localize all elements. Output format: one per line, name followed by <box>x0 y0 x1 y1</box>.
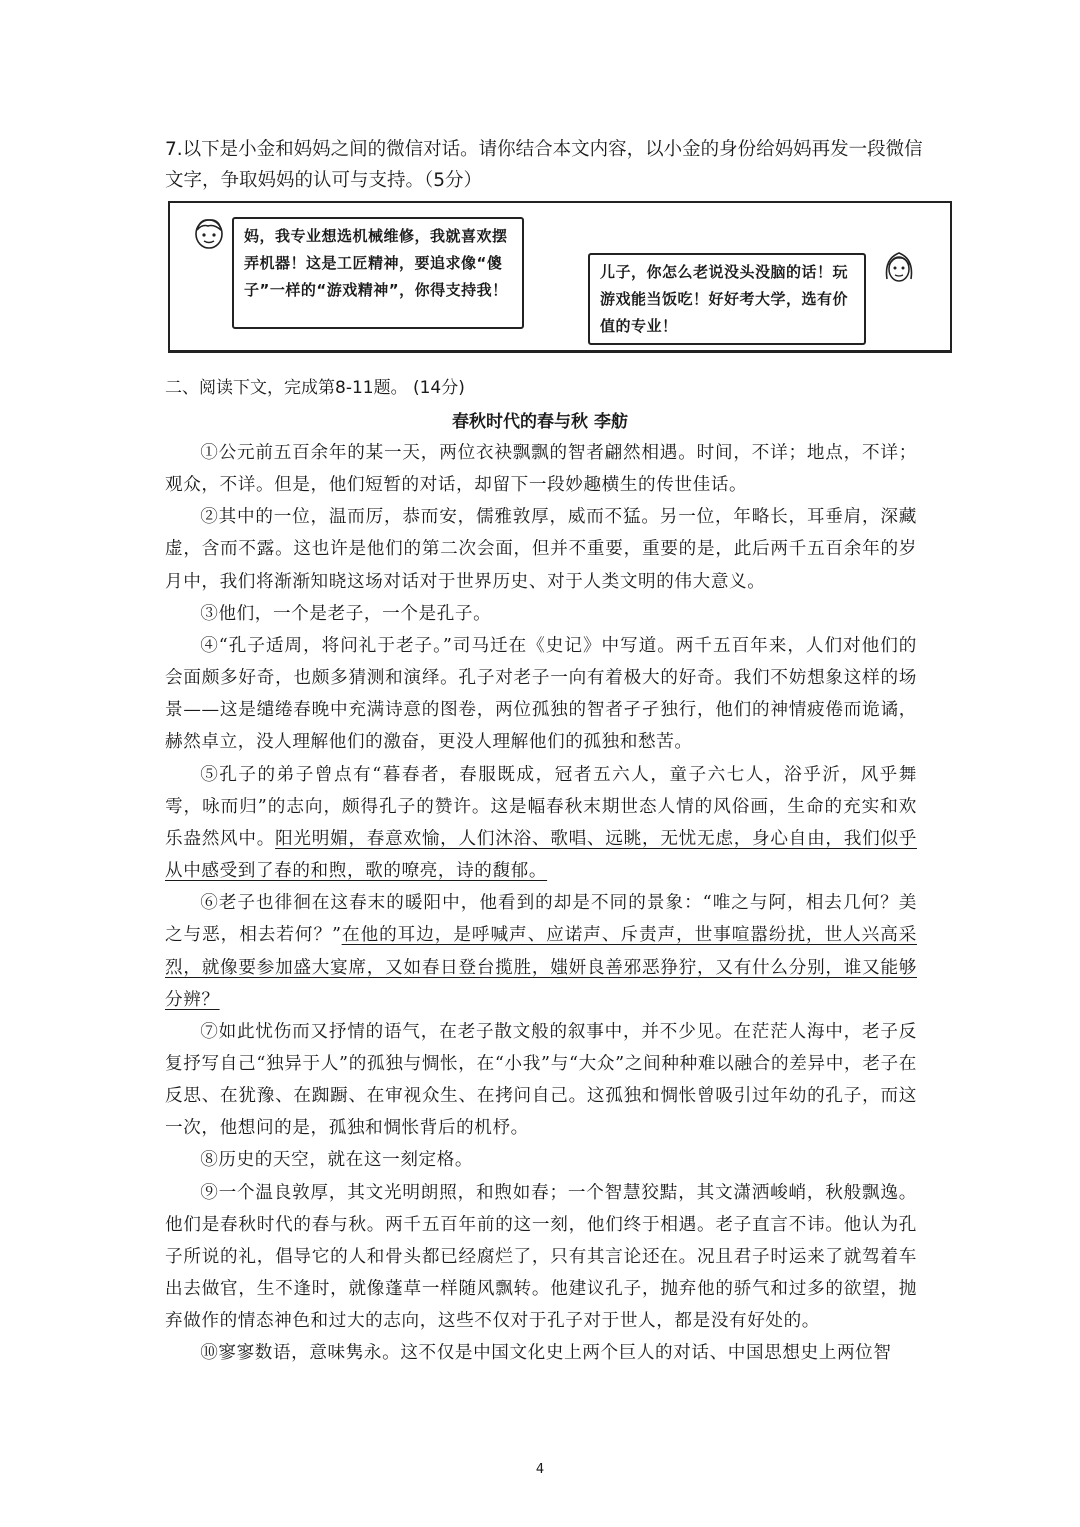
paragraph-8: ⑧历史的天空，就在这一刻定格。 <box>200 1150 474 1171</box>
paragraph-6 <box>165 887 917 1016</box>
paragraph-10: ⑩寥寥数语，意味隽永。这不仅是中国文化史上两个巨人的对话、中国思想史上两位智 <box>200 1343 892 1364</box>
son-message-bubble: 妈，我专业想选机械维修，我就喜欢摆弄机器！这是工匠精神，要追求像“傻子”一样的“游戏精神”，你得支持我！ <box>232 217 524 329</box>
page-number: 4 <box>535 1462 545 1477</box>
paragraph-2: ②其中的一位，温而厉，恭而安，儒雅敦厚，威而不猛。另一位，年略长，耳垂肩，深藏虚，含而不露。这也许是他们的第二次会面，但并不重要，重要的是，此后两千五百余年的岁月中，我们将渐渐知晓这场对话对于世界历史、对于人类文明的伟大意义。 <box>165 507 917 592</box>
paragraph-5-text: ⑤孔子的弟子曾点有“暮春者，春服既成，冠者五六人，童子六七人，浴乎沂，风乎舞雩，咏而归”的志向，颇得孔子的赞许。这是幅春秋末期世态人情的风俗画，生命的充实和欢乐盎然风中。 <box>165 764 917 849</box>
paragraph-4: ④“孔子适周，将问礼于老子。”司马迁在《史记》中写道。两千五百年来，人们对他们的会面颇多好奇，也颇多猜测和演绎。孔子对老子一向有着极大的好奇。我们不妨想象这样的场景——这是缱绻春晚中充满诗意的图卷，两位孤独的智者孑孑独行，他们的神情疲倦而诡谲，赫然卓立，没人理解他们的激奋，更没人理解他们的孤独和愁苦。 <box>165 635 917 753</box>
mom-message-bubble: 儿子，你怎么老说没头没脑的话！玩游戏能当饭吃！好好考大学，选有价值的专业！ <box>588 253 866 345</box>
mom-avatar-icon <box>882 249 916 285</box>
question-7: 7.以下是小金和妈妈之间的微信对话。请你结合本文内容，以小金的身份给妈妈再发一段微信文字，争取妈妈的认可与支持。（5分） <box>165 139 923 191</box>
wechat-dialogue-box <box>168 201 952 353</box>
paragraph-9: ⑨一个温良敦厚，其文光明朗照，和煦如春；一个智慧狡黠，其文潇洒峻峭，秋般飘逸。他们是春秋时代的春与秋。两千五百年前的这一刻，他们终于相遇。老子直言不讳。他认为孔子所说的礼，倡导它的人和骨头都已经腐烂了，只有其言论还在。况且君子时运来了就驾着车出去做官，生不逢时，就像蓬草一样随风飘转。他建议孔子，抛弃他的骄气和过多的欲望，抛弃做作的情态神色和过大的志向，这些不仅对于孔子对于世人，都是没有好处的。 <box>165 1182 917 1332</box>
article-title: 春秋时代的春与秋 李舫 <box>452 412 628 432</box>
paragraph-3: ③他们，一个是老子，一个是孔子。 <box>200 603 492 624</box>
paragraph-7: ⑦如此忧伤而又抒情的语气，在老子散文般的叙事中，并不少见。在茫茫人海中，老子反复抒写自己“独异于人”的孤独与惆怅，在“小我”与“大众”之间种种难以融合的差异中，老子在反思、在犹豫、在踟蹰、在审视众生、在拷问自己。这孤独和惆怅曾吸引过年幼的孔子，而这一次，他想问的是，孤独和惆怅背后的机杼。 <box>165 1021 917 1139</box>
paragraph-6-underlined: 在他的耳边，是呼喊声、应诺声、斥责声，世事喧嚣纷扰，世人兴高采烈，就像要参加盛大宴席，又如春日登台揽胜，媸妍良善邪恶狰狞，又有什么分别，谁又能够分辨？ <box>165 925 917 1010</box>
paragraph-5 <box>165 759 917 888</box>
article-body <box>165 437 917 1370</box>
section-heading: 二、阅读下文，完成第8-11题。 (14分) <box>165 378 465 398</box>
paragraph-1: ①公元前五百余年的某一天，两位衣袂飘飘的智者翩然相遇。时间，不详；地点，不详；观众，不详。但是，他们短暂的对话，却留下一段妙趣横生的传世佳话。 <box>165 443 917 496</box>
paragraph-6-text: ⑥老子也徘徊在这春末的暖阳中，他看到的却是不同的景象：“唯之与阿，相去几何？美之与恶，相去若何？” <box>165 893 917 946</box>
paragraph-5-underlined: 阳光明媚，春意欢愉，人们沐浴、歌唱、远眺，无忧无虑，身心自由，我们似乎从中感受到了春的和煦，歌的嘹亮，诗的馥郁。 <box>165 828 917 882</box>
boy-avatar-icon <box>192 215 226 251</box>
